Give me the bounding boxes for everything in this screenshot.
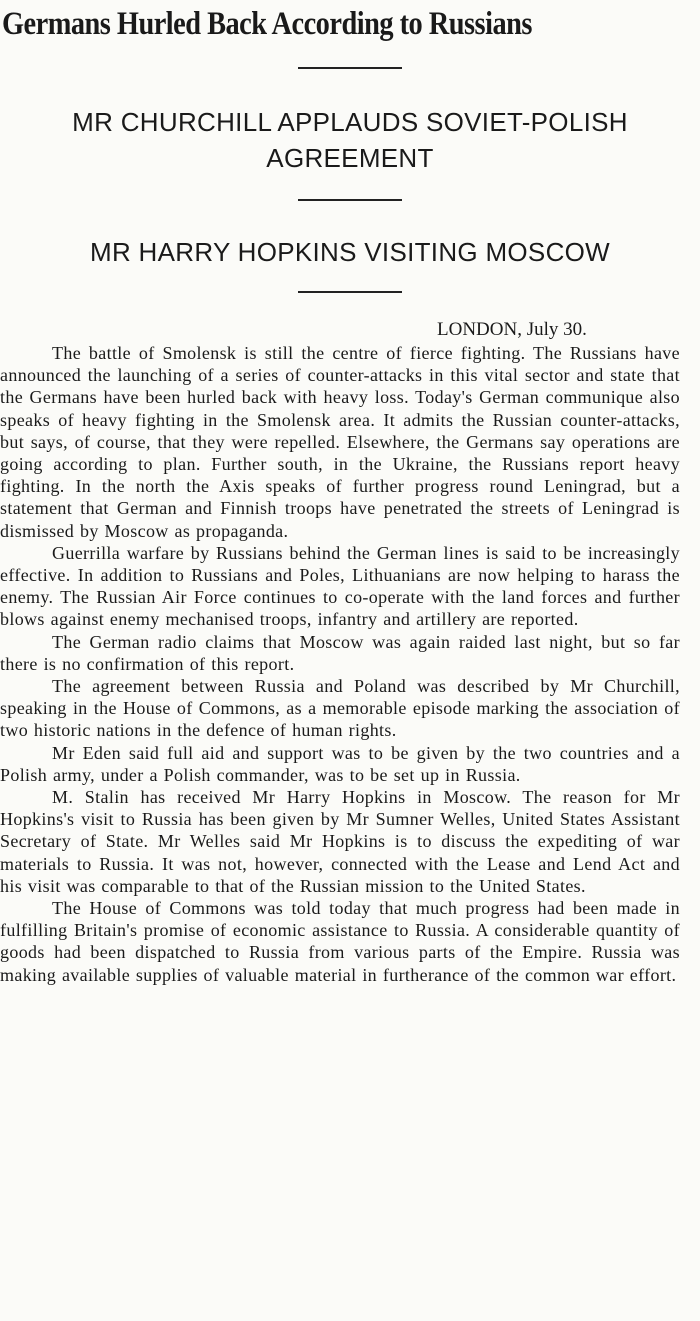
paragraph: Mr Eden said full aid and support was to be given by the two countries and a Polish army, under a Polish commander, was to be set up in Russia. — [0, 742, 680, 785]
paragraph: M. Stalin has received Mr Harry Hopkins in Moscow. The reason for Mr Hopkins's visit to Russia has been given by Mr Sumner Welles, United States Assistant Secretary of State. Mr Welles said Mr Hopkins is to discuss the expediting of war materials to Russia. It was not, however, connected with the Lease and Lend Act and his visit was comparable to that of the Russian mission to the United States. — [0, 787, 680, 896]
paragraph: Guerrilla warfare by Russians behind the German lines is said to be increasingly effective. In addition to Russians and Poles, Lithuanians are now helping to harass the enemy. The Russian Air Force continues to co-operate with the land forces and further blows against enemy mechanised troops, infantry and artillery are reported. — [0, 542, 680, 630]
paragraph: The battle of Smolensk is still the centre of fierce fighting. The Russians have announced the launching of a series of counter-attacks in this vital sector and state that the Germans have been hurled back with heavy loss. Today's German communique also speaks of heavy fighting in the Smolensk area. It admits the Russian counter-attacks, but says, of course, that they were repelled. Elsewhere, the Germans say operations are going according to plan. Further south, in the Ukraine, the Russians report heavy fighting. In the north the Axis speaks of further progress round Leningrad, but a statement that German and Finnish troops have penetrated the streets of Leningrad is dismissed by Moscow as propaganda. — [0, 343, 680, 541]
paragraph: The House of Commons was told today that much progress had been made in fulfilling Britain's promise of economic assistance to Russia. A considerable quantity of goods had been dispatched to Russia from various parts of the Empire. Russia was making available supplies of valuable material in furtherance of the common war effort. — [0, 898, 680, 985]
subheadline-churchill — [0, 104, 700, 176]
article-body — [0, 342, 680, 986]
subheadline-hopkins — [0, 234, 700, 270]
divider-rule-2 — [298, 199, 402, 201]
divider-rule-1 — [298, 67, 402, 69]
paragraph: The German radio claims that Moscow was again raided last night, but so far there is no confirmation of this report. — [0, 631, 680, 674]
dateline: LONDON, July 30. — [437, 319, 587, 340]
main-headline: Germans Hurled Back According to Russians — [2, 6, 532, 42]
paragraph: The agreement between Russia and Poland was described by Mr Churchill, speaking in the House of Commons, as a memorable episode marking the association of two historic nations in the defence of human rights. — [0, 676, 680, 741]
subheadline-hopkins-text: MR HARRY HOPKINS VISITING MOSCOW — [89, 237, 611, 267]
divider-rule-3 — [298, 291, 402, 293]
subheadline-churchill-text: MR CHURCHILL APPLAUDS SOVIET-POLISH AGREEMENT — [72, 107, 628, 173]
